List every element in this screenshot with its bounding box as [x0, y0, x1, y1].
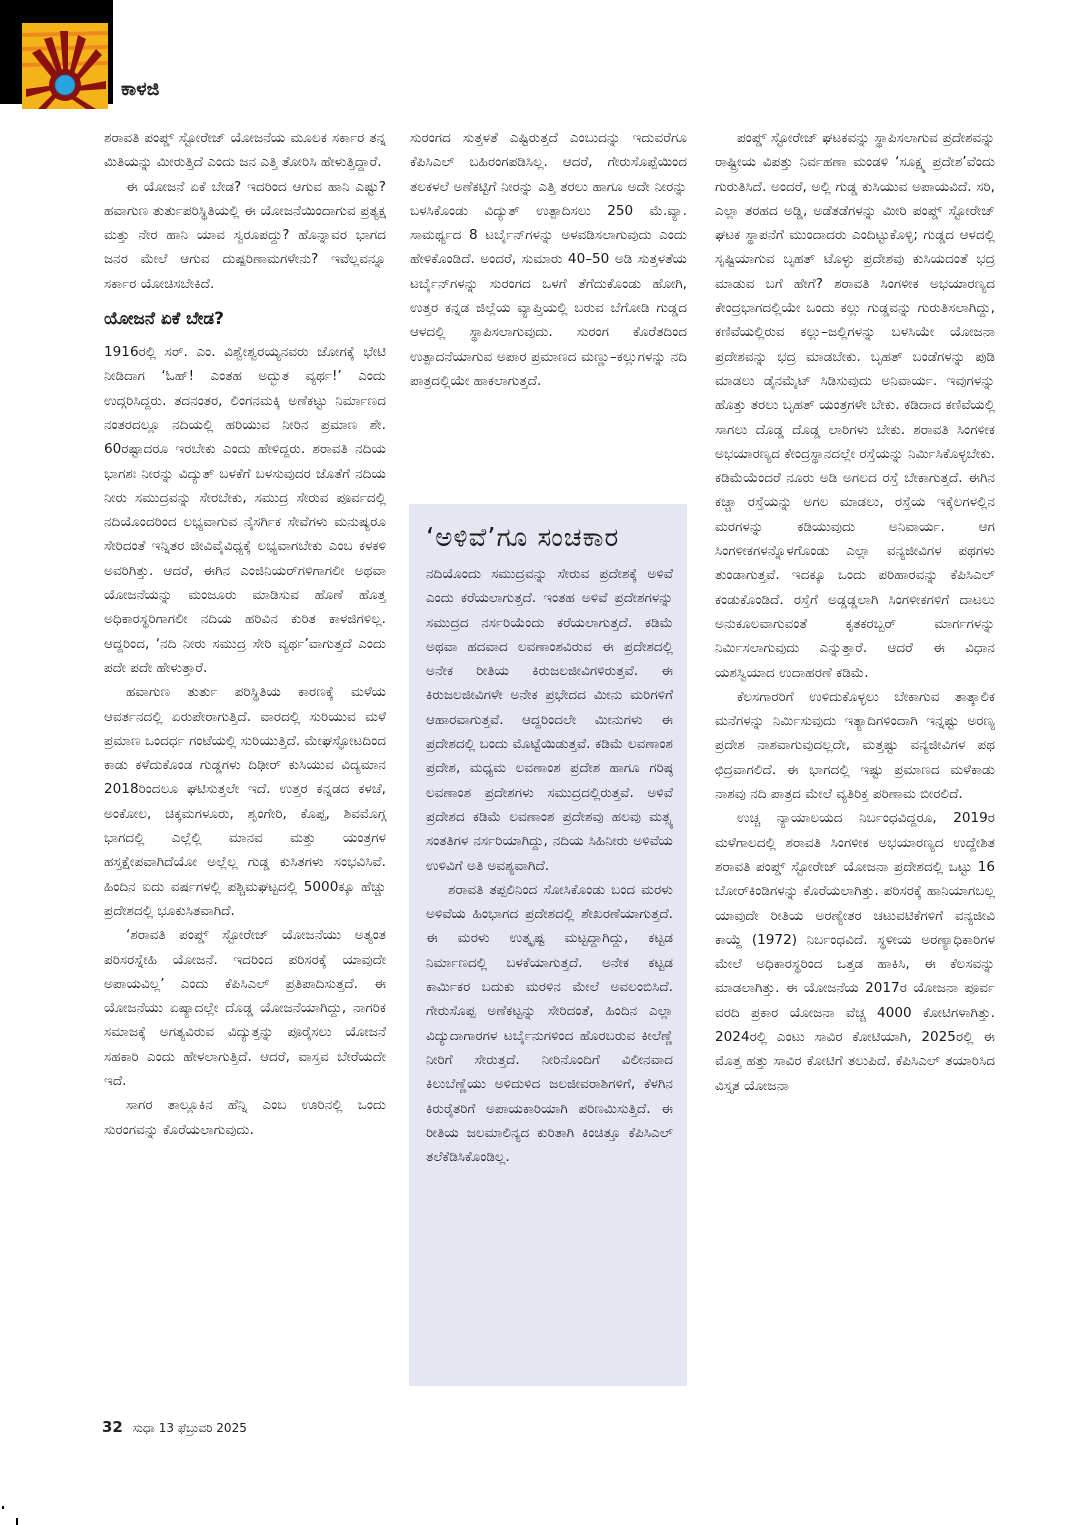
article-paragraph: 1916ರಲ್ಲಿ ಸರ್. ಎಂ. ವಿಶ್ವೇಶ್ವರಯ್ಯನವರು ಜೋಗಕ್ಕೆ ಭೇಟಿ ನೀಡಿದಾಗ ‘ಓಹ್! ಎಂತಹ ಅದ್ಭುತ ವ್ಯರ್ಥ!’ ಎಂದು ಉದ್ಗರಿಸಿದ್ದರು. ತದನಂತರ, ಲಿಂಗನಮಕ್ಕಿ ಅಣೆಕಟ್ಟು ನಿರ್ಮಾಣದ ನಂತರದಲ್ಲೂ ನದಿಯಲ್ಲಿ ಹರಿಯುವ ನೀರಿನ ಪ್ರಮಾಣ ಶೇ. 60ರಷ್ಟಾದರೂ ಇರಬೇಕು ಎಂದು ಹೇಳಿದ್ದರು. ಶರಾವತಿ ನದಿಯ ಭಾಗಶಃ ನೀರನ್ನು ವಿದ್ಯುತ್ ಬಳಕೆಗೆ ಬಳಸುವುದರ ಜೊತೆಗೆ ನದಿಯ ನೀರು ಸಮುದ್ರವನ್ನು ಸೇರಬೇಕು, ಸಮುದ್ರ ಸೇರುವ ಪೂರ್ವದಲ್ಲಿ ನದಿಯೊಂದರಿಂದ ಲಭ್ಯವಾಗುವ ನೈಸರ್ಗಿಕ ಸೇವೆಗಳು ಮನುಷ್ಯರೂ ಸೇರಿದಂತೆ ಇನ್ನಿತರ ಜೀವಿವೈವಿಧ್ಯಕ್ಕೆ ಲಭ್ಯವಾಗಬೇಕು ಎಂಬ ಕಳಕಳಿ ಅವರಿಗಿತ್ತು. ಆದರೆ, ಈಗಿನ ಎಂಜಿನಿಯರ್‌ಗಳಿಗಾಗಲೀ ಅಥವಾ ಯೋಜನೆಯನ್ನು ಮಂಜೂರು ಮಾಡಿಸುವ ಹೊಣೆ ಹೊತ್ತ ಅಧಿಕಾರಸ್ಥರಿಗಾಗಲೀ ನದಿಯ ಹರಿವಿನ ಕುರಿತ ಕಾಳಜಿಗಳಿಲ್ಲ. ಆದ್ದರಿಂದ, ‘ನದಿ ನೀರು ಸಮುದ್ರ ಸೇರಿ ವ್ಯರ್ಥ’ವಾಗುತ್ತದೆ ಎಂದು ಪದೇ ಪದೇ ಹೇಳುತ್ತಾರೆ.	[104, 344, 386, 676]
page-footer	[102, 1418, 247, 1436]
article-paragraph: ಹವಾಗುಣ ತುರ್ತು ಪರಿಸ್ಥಿತಿಯ ಕಾರಣಕ್ಕೆ ಮಳೆಯ ಆವರ್ತನದಲ್ಲಿ ಏರುಪೇರಾಗುತ್ತಿದೆ. ವಾರದಲ್ಲಿ ಸುರಿಯುವ ಮಳೆ ಪ್ರಮಾಣ ಒಂದರ್ಧ ಗಂಟೆಯಲ್ಲಿ ಸುರಿಯುತ್ತಿದೆ. ಮೇಘಸ್ಫೋಟದಿಂದ ಕಾಡು ಕಳೆದುಕೊಂಡ ಗುಡ್ಡಗಳು ದಿಢೀರ್ ಕುಸಿಯುವ ವಿದ್ಯಮಾನ 2018ರಿಂದಲೂ ಘಟಿಸುತ್ತಲೇ ಇದೆ. ಉತ್ತರ ಕನ್ನಡದ ಕಳಚೆ, ಅಂಕೋಲ, ಚಿಕ್ಕಮಗಳೂರು, ಶೃಂಗೇರಿ, ಕೊಪ್ಪ, ಶಿವಮೊಗ್ಗ ಭಾಗದಲ್ಲಿ ಎಲ್ಲೆಲ್ಲಿ ಮಾನವ ಮತ್ತು ಯಂತ್ರಗಳ ಹಸ್ತಕ್ಷೇಪವಾಗಿದೆಯೋ ಅಲ್ಲೆಲ್ಲ ಗುಡ್ಡ ಕುಸಿತಗಳು ಸಂಭವಿಸಿವೆ. ಹಿಂದಿನ ಐದು ವರ್ಷಗಳಲ್ಲಿ ಪಶ್ಚಿಮಘಟ್ಟದಲ್ಲಿ 5000ಕ್ಕೂ ಹೆಚ್ಚು ಪ್ರದೇಶದಲ್ಲಿ ಭೂಕುಸಿತವಾಗಿದೆ.	[104, 684, 387, 919]
page-number: 32	[102, 1418, 123, 1436]
article-paragraph: ಉಚ್ಚ ನ್ಯಾಯಾಲಯದ ನಿರ್ಬಂಧವಿದ್ದರೂ, 2019ರ ಮಳೆಗಾಲದಲ್ಲಿ ಶರಾವತಿ ಸಿಂಗಳೀಕ ಅಭಯಾರಣ್ಯದ ಉದ್ದೇಶಿತ ಶರಾವತಿ ಪಂಪ್ಡ್ ಸ್ಟೋರೇಜ್ ಯೋಜನಾ ಪ್ರದೇಶದಲ್ಲಿ ಒಟ್ಟು 16 ಬೋರ್‌ಕಿಂಡಿಗಳನ್ನು ಕೊರೆಯಲಾಗಿತ್ತು. ಪರಿಸರಕ್ಕೆ ಹಾನಿಯಾಗಬಲ್ಲ ಯಾವುದೇ ರೀತಿಯ ಅರಣ್ಯೇತರ ಚಟುವಟಿಕೆಗಳಿಗೆ ವನ್ಯಜೀವಿ ಕಾಯ್ದೆ (1972) ನಿರ್ಬಂಧವಿದೆ. ಸ್ಥಳೀಯ ಅರಣ್ಯಾಧಿಕಾರಿಗಳ ಮೇಲೆ ಅಧಿಕಾರಸ್ಥರಿಂದ ಒತ್ತಡ ಹಾಕಿಸಿ, ಈ ಕೆಲಸವನ್ನು ಮಾಡಲಾಗಿತ್ತು. ಈ ಯೋಜನೆಯ 2017ರ ಯೋಜನಾ ಪೂರ್ವ ವರದಿ ಪ್ರಕಾರ ಯೋಜನಾ ವೆಚ್ಚ 4000 ಕೋಟಿಗಳಾಗಿತ್ತು. 2024ರಲ್ಲಿ ಎಂಟು ಸಾವಿರ ಕೋಟಿಯಾಗಿ, 2025ರಲ್ಲಿ ಈ ಮೊತ್ತ ಹತ್ತು ಸಾವಿರ ಕೋಟಿಗೆ ತಲುಪಿದೆ. ಕೆಪಿಸಿಎಲ್ ತಯಾರಿಸಿದ ವಿಸ್ತೃತ ಯೋಜನಾ	[715, 810, 995, 1094]
sunflower-logo-icon	[22, 23, 108, 109]
crop-mark	[16, 1518, 18, 1525]
article-paragraph: ಈ ಯೋಜನೆ ಏಕೆ ಬೇಡ? ಇದರಿಂದ ಆಗುವ ಹಾನಿ ಎಷ್ಟು? ಹವಾಗುಣ ತುರ್ತುಪರಿಸ್ಥಿತಿಯಲ್ಲಿ ಈ ಯೋಜನೆಯಿಂದಾಗುವ ಪ್ರತ್ಯಕ್ಷ ಮತ್ತು ನೇರ ಹಾನಿ ಯಾವ ಸ್ವರೂಪದ್ದು? ಹೊನ್ನಾವರ ಭಾಗದ ಜನರ ಮೇಲೆ ಆಗುವ ದುಷ್ಪರಿಣಾಮಗಳೇನು? ಇವೆಲ್ಲವನ್ನೂ ಸರ್ಕಾರ ಯೋಚಿಸಬೇಕಿದೆ.	[104, 178, 386, 292]
article-paragraph: ಶರಾವತಿ ಪಂಪ್ಡ್ ಸ್ಟೋರೇಜ್ ಯೋಜನೆಯ ಮೂಲಕ ಸರ್ಕಾರ ತನ್ನ ಮಿತಿಯನ್ನು ಮೀರುತ್ತಿದೆ ಎಂದು ಜನ ಎತ್ತಿ ತೋರಿಸಿ ಹೇಳುತ್ತಿದ್ದಾರೆ.	[104, 130, 386, 171]
sidebar-paragraph: ಶರಾವತಿ ತಪ್ಪಲಿನಿಂದ ಸೋಸಿಕೊಂಡು ಬಂದ ಮರಳು ಅಳಿವೆಯ ಹಿಂಭಾಗದ ಪ್ರದೇಶದಲ್ಲಿ ಶೇಖರಣೆಯಾಗುತ್ತದೆ. ಈ ಮರಳು ಉತ್ಕೃಷ್ಟ ಮಟ್ಟದ್ದಾಗಿದ್ದು, ಕಟ್ಟಡ ನಿರ್ಮಾಣದಲ್ಲಿ ಬಳಕೆಯಾಗುತ್ತದೆ. ಅನೇಕ ಕಟ್ಟಡ ಕಾರ್ಮಿಕರ ಬದುಕು ಮರಳಿನ ಮೇಲೆ ಅವಲಂಬಿಸಿದೆ. ಗೇರುಸೊಪ್ಪ ಅಣೆಕಟ್ಟನ್ನು ಸೇರಿದಂತೆ, ಹಿಂದಿನ ಎಲ್ಲಾ ವಿದ್ಯುದಾಗಾರಗಳ ಟರ್ಬೈನುಗಳಿಂದ ಹೊರಬರುವ ಕೀಲೆಣ್ಣೆ ನೀರಿಗೆ ಸೇರುತ್ತದೆ. ನೀರಿನೊಂದಿಗೆ ವಿಲೀನವಾದ ಕಿಲುಬೆಣ್ಣೆಯು ಅಳಿದುಳಿದ ಜಲಜೀವರಾಶಿಗಳಿಗೆ, ಕೆಳಗಿನ ಕಿರುರೈತರಿಗೆ ಅಪಾಯಕಾರಿಯಾಗಿ ಪರಿಣಮಿಸುತ್ತಿದೆ. ಈ ರೀತಿಯ ಜಲಮಾಲಿನ್ಯದ ಕುರಿತಾಗಿ ಕಿಂಚಿತ್ತೂ ಕೆಪಿಸಿಎಲ್ ತಲೆಕೆಡಿಸಿಕೊಂಡಿಲ್ಲ.	[426, 881, 673, 1166]
article-paragraph: ಸುರಂಗದ ಸುತ್ತಳತೆ ಎಷ್ಟಿರುತ್ತದೆ ಎಂಬುದನ್ನು ಇದುವರೆಗೂ ಕೆಪಿಸಿಎಲ್ ಬಹಿರಂಗಪಡಿಸಿಲ್ಲ. ಆದರೆ, ಗೇರುಸೊಪ್ಪೆಯಿಂದ ತಲಕಳಲೆ ಅಣೆಕಟ್ಟಿಗೆ ನೀರನ್ನು ಎತ್ತಿ ತರಲು ಹಾಗೂ ಅದೇ ನೀರನ್ನು ಬಳಸಿಕೊಂಡು ವಿದ್ಯುತ್ ಉತ್ಪಾದಿಸಲು 250 ಮೆ.ವ್ಯಾ. ಸಾಮರ್ಥ್ಯದ 8 ಟರ್ಬೈನ್‌ಗಳನ್ನು ಅಳವಡಿಸಲಾಗುವುದು ಎಂದು ಹೇಳಿಕೊಂಡಿದೆ. ಅಂದರೆ, ಸುಮಾರು 40–50 ಅಡಿ ಸುತ್ತಳತೆಯ ಟರ್ಬೈನ್‌ಗಳನ್ನು ಸುರಂಗದ ಒಳಗೆ ತೆಗೆದುಕೊಂಡು ಹೋಗಿ, ಉತ್ತರ ಕನ್ನಡ ಜಿಲ್ಲೆಯ ವ್ಯಾಪ್ತಿಯಲ್ಲಿ ಬರುವ ಬೆಗೋಡಿ ಗುಡ್ಡದ ಆಳದಲ್ಲಿ ಸ್ಥಾಪಿಸಲಾಗುವುದು. ಸುರಂಗ ಕೊರೆತದಿಂದ ಉತ್ಪಾದನೆಯಾಗುವ ಅಪಾರ ಪ್ರಮಾಣದ ಮಣ್ಣು–ಕಲ್ಲುಗಳನ್ನು ನದಿ ಪಾತ್ರದಲ್ಲಿಯೇ ಹಾಕಲಾಗುತ್ತದೆ.	[410, 130, 687, 389]
article-paragraph: ‘ಶರಾವತಿ ಪಂಪ್ಡ್ ಸ್ಟೋರೇಜ್ ಯೋಜನೆಯು ಅತ್ಯಂತ ಪರಿಸರಸ್ನೇಹಿ ಯೋಜನೆ. ಇದರಿಂದ ಪರಿಸರಕ್ಕೆ ಯಾವುದೇ ಅಪಾಯವಿಲ್ಲ’ ಎಂದು ಕೆಪಿಸಿಎಲ್ ಪ್ರತಿಪಾದಿಸುತ್ತದೆ. ಈ ಯೋಜನೆಯು ಏಷ್ಯಾದಲ್ಲೇ ದೊಡ್ಡ ಯೋಜನೆಯಾಗಿದ್ದು, ನಾಗರಿಕ ಸಮಾಜಕ್ಕೆ ಅಗತ್ಯವಿರುವ ವಿದ್ಯುತ್ತನ್ನು ಪೂರೈಸಲು ಯೋಜನೆ ಸಹಕಾರಿ ಎಂದು ಹೇಳಲಾಗುತ್ತಿದೆ. ಆದರೆ, ವಾಸ್ತವ ಬೇರೆಯದೇ ಇದೆ.	[104, 927, 386, 1089]
section-label: ಕಾಳಜಿ	[121, 78, 160, 100]
article-paragraph: ಪಂಪ್ಡ್ ಸ್ಟೋರೇಜ್ ಘಟಕವನ್ನು ಸ್ಥಾಪಿಸಲಾಗುವ ಪ್ರದೇಶವನ್ನು ರಾಷ್ಟ್ರೀಯ ವಿಪತ್ತು ನಿರ್ವಹಣಾ ಮಂಡಳಿ ‘ಸೂಕ್ಷ್ಮ ಪ್ರದೇಶ’ವೆಂದು ಗುರುತಿಸಿದೆ. ಅಂದರೆ, ಅಲ್ಲಿ ಗುಡ್ಡ ಕುಸಿಯುವ ಅಪಾಯವಿದೆ. ಸರಿ, ಎಲ್ಲಾ ತರಹದ ಅಡ್ಡಿ, ಅಡೆತಡೆಗಳನ್ನು ಮೀರಿ ಪಂಪ್ಡ್ ಸ್ಟೋರೇಜ್ ಘಟಕ ಸ್ಥಾಪನೆಗೆ ಮುಂದಾದರು ಎಂದಿಟ್ಟುಕೊಳ್ಳಿ; ಗುಡ್ಡದ ಆಳದಲ್ಲಿ ಸೃಷ್ಟಿಯಾಗುವ ಬೃಹತ್ ಟೊಳ್ಳು ಪ್ರದೇಶವು ಕುಸಿಯದಂತೆ ಭದ್ರ ಮಾಡುವ ಬಗೆ ಹೇಗೆ? ಶರಾವತಿ ಸಿಂಗಳೀಕ ಅಭಯಾರಣ್ಯದ ಕೇಂದ್ರಭಾಗದಲ್ಲಿಯೇ ಒಂದು ಕಲ್ಲು ಗುಡ್ಡವನ್ನು ಗುರುತಿಸಲಾಗಿದ್ದು, ಕಣಿವೆಯಲ್ಲಿರುವ ಕಲ್ಲು–ಜಲ್ಲಿಗಳನ್ನು ಬಳಸಿಯೇ ಯೋಜನಾ ಪ್ರದೇಶವನ್ನು ಭದ್ರ ಮಾಡಬೇಕು. ಬೃಹತ್ ಬಂಡೆಗಳನ್ನು ಪುಡಿ ಮಾಡಲು ಡೈನಮೈಟ್ ಸಿಡಿಸುವುದು ಅನಿವಾರ್ಯ. ಇವುಗಳನ್ನು ಹೊತ್ತು ತರಲು ಬೃಹತ್ ಯಂತ್ರಗಳೇ ಬೇಕು. ಕಡಿದಾದ ಕಣಿವೆಯಲ್ಲಿ ಸಾಗಲು ದೊಡ್ಡ ದೊಡ್ಡ ಲಾರಿಗಳು ಬೇಕು. ಶರಾವತಿ ಸಿಂಗಳೀಕ ಅಭಯಾರಣ್ಯದ ಕೇಂದ್ರಸ್ಥಾನದಲ್ಲೇ ರಸ್ತೆಯನ್ನು ನಿರ್ಮಿಸಿಕೊಳ್ಳಬೇಕು. ಕಡಿಮೆಯೆಂದರೆ ನೂರು ಅಡಿ ಅಗಲದ ರಸ್ತೆ ಬೇಕಾಗುತ್ತದೆ. ಈಗಿನ ಕಚ್ಚಾ ರಸ್ತೆಯನ್ನು ಅಗಲ ಮಾಡಲು, ರಸ್ತೆಯ ಇಕ್ಕೆಲಗಳಲ್ಲಿನ ಮರಗಳನ್ನು ಕಡಿಯುವುದು ಅನಿವಾರ್ಯ. ಆಗ ಸಿಂಗಳೀಕಗಳನ್ನೊಳಗೊಂಡು ಎಲ್ಲಾ ವನ್ಯಜೀವಿಗಳ ಪಥಗಳು ತುಂಡಾಗುತ್ತವೆ. ಇದಕ್ಕೂ ಒಂದು ಪರಿಹಾರವನ್ನು ಕೆಪಿಸಿಎಲ್ ಕಂಡುಕೊಂಡಿದೆ. ರಸ್ತೆಗೆ ಅಡ್ಡಡ್ಡಲಾಗಿ ಸಿಂಗಳೀಕಗಳಿಗೆ ದಾಟಲು ಅನುಕೂಲವಾಗುವಂತೆ ಕೃತಕರಬ್ಬರ್ ಮಾರ್ಗಗಳನ್ನು ನಿರ್ಮಿಸಲಾಗುವುದು ಎನ್ನುತ್ತಾರೆ. ಆದರೆ ಈ ವಿಧಾನ ಯಶಸ್ವಿಯಾದ ಉದಾಹರಣೆ ಕಡಿಮೆ.	[715, 130, 995, 681]
crop-mark	[2, 1506, 4, 1509]
article-column-1	[104, 126, 386, 1142]
article-paragraph: ಸಾಗರ ತಾಲ್ಲೂಕಿನ ಹೆನ್ನಿ ಎಂಬ ಊರಿನಲ್ಲಿ ಒಂದು ಸುರಂಗವನ್ನು ಕೊರೆಯಲಾಗುವುದು.	[104, 1097, 386, 1138]
publication-name: ಸುಧಾ	[132, 1421, 155, 1435]
sidebar-paragraph: ನದಿಯೊಂದು ಸಮುದ್ರವನ್ನು ಸೇರುವ ಪ್ರದೇಶಕ್ಕೆ ಅಳಿವೆ ಎಂದು ಕರೆಯಲಾಗುತ್ತದೆ. ಇಂತಹ ಅಳಿವೆ ಪ್ರದೇಶಗಳನ್ನು ಸಮುದ್ರದ ನರ್ಸರಿಯೆಂದು ಕರೆಯಲಾಗುತ್ತದೆ. ಕಡಿಮೆ ಅಥವಾ ಹದವಾದ ಲವಣಾಂಶವಿರುವ ಈ ಪ್ರದೇಶದಲ್ಲಿ ಅನೇಕ ರೀತಿಯ ಕಿರುಜಲಜೀವಿಗಳಿರುತ್ತವೆ. ಈ ಕಿರುಜಲಜೀವಿಗಳೇ ಅನೇಕ ಪ್ರಭೇದದ ಮೀನು ಮರಿಗಳಿಗೆ ಆಹಾರವಾಗುತ್ತವೆ. ಆದ್ದರಿಂದಲೇ ಮೀನುಗಳು ಈ ಪ್ರದೇಶದಲ್ಲಿ ಬಂದು ಮೊಟ್ಟೆಯಿಡುತ್ತವೆ. ಕಡಿಮೆ ಲವಣಾಂಶ ಪ್ರದೇಶ, ಮಧ್ಯಮ ಲವಣಾಂಶ ಪ್ರದೇಶ ಹಾಗೂ ಗರಿಷ್ಠ ಲವಣಾಂಶ ಪ್ರದೇಶಗಳು ಸಮುದ್ರದಲ್ಲಿರುತ್ತವೆ. ಅಳಿವೆ ಪ್ರದೇಶದ ಕಡಿಮೆ ಲವಣಾಂಶ ಪ್ರದೇಶವು ಹಲವು ಮತ್ಸ್ಯ ಸಂತತಿಗಳ ನರ್ಸರಿಯಾಗಿದ್ದು, ನದಿಯ ಸಿಹಿನೀರು ಅಳಿವೆಯ ಉಳಿವಿಗೆ ಅತಿ ಅವಶ್ಯವಾಗಿದೆ.	[426, 566, 673, 874]
article-column-3	[715, 126, 995, 1098]
section-subheading: ಯೋಜನೆ ಏಕೆ ಬೇಡ?	[104, 309, 224, 330]
article-column-2	[410, 126, 687, 393]
sidebar-box-title: ‘ಅಳಿವೆ’ಗೂ ಸಂಚಕಾರ	[426, 523, 620, 553]
issue-date: 13 ಫೆಬ್ರುವರಿ 2025	[158, 1421, 247, 1435]
article-paragraph: ಕೆಲಸಗಾರರಿಗೆ ಉಳಿದುಕೊಳ್ಳಲು ಬೇಕಾಗುವ ತಾತ್ಕಾಲಿಕ ಮನೆಗಳನ್ನು ನಿರ್ಮಿಸುವುದು ಇತ್ಯಾದಿಗಳಿಂದಾಗಿ ಇನ್ನಷ್ಟು ಅರಣ್ಯ ಪ್ರದೇಶ ನಾಶವಾಗುವುದಲ್ಲದೇ, ಮತ್ತಷ್ಟು ವನ್ಯಜೀವಿಗಳ ಪಥ ಛಿದ್ರವಾಗಲಿದೆ. ಈ ಭಾಗದಲ್ಲಿ ಇಷ್ಟು ಪ್ರಮಾಣದ ಮಳೆಕಾಡು ನಾಶವು ನದಿ ಪಾತ್ರದ ಮೇಲೆ ವ್ಯತಿರಿಕ್ತ ಪರಿಣಾಮ ಬೀರಲಿದೆ.	[715, 688, 995, 803]
sidebar-box	[409, 504, 687, 1386]
